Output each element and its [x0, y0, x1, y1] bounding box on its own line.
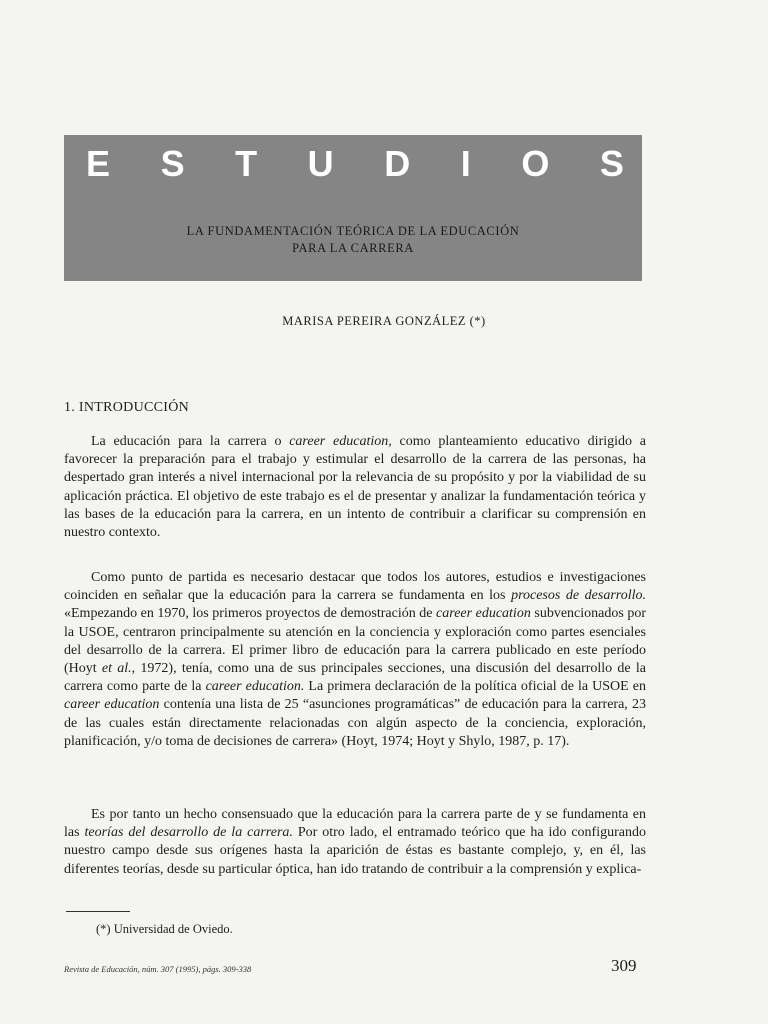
- banner-letter: S: [599, 143, 624, 184]
- body-paragraph-3: [64, 806, 646, 879]
- banner-letter: D: [384, 143, 411, 184]
- text-run: La primera declaración de la política oficial de la USOE en: [304, 679, 646, 695]
- italic-text-run: et al.: [101, 661, 132, 677]
- text-run: «Empezando en 1970, los primeros proyectos de demostración de: [64, 606, 437, 622]
- text-run: Por otro lado, el entramado teórico que ha ido configurando nuestro campo desde sus orígenes hasta la aparición de éstas es bastante complejo, y, en él, las diferentes teorías, desde su particular óptica, han ido tratando de contribuir a la comprensión y explica-: [64, 825, 646, 877]
- banner-letter: S: [160, 143, 185, 184]
- italic-text-run: career education.: [205, 679, 305, 695]
- italic-text-run: teorías del desarrollo de la carrera.: [84, 825, 293, 841]
- banner-letter: E: [86, 143, 111, 184]
- banner-letter: I: [460, 143, 471, 184]
- article-title-line-1: LA FUNDAMENTACIÓN TEÓRICA DE LA EDUCACIÓN: [186, 224, 520, 238]
- section-heading: 1. INTRODUCCIÓN: [64, 400, 190, 415]
- page-number: 309: [611, 956, 637, 975]
- italic-text-run: career education: [64, 697, 160, 713]
- text-run: contenía una lista de 25 “asunciones programáticas” de educación para la carrera, 23 de las cuales están directamente relacionadas con algún aspecto de la conciencia, exploración, planificación, y/o toma de decisiones de carrera» (Hoyt, 1974; Hoyt y Shylo, 1987, p. 17).: [64, 697, 646, 749]
- footnote: (*) Universidad de Oviedo.: [96, 922, 233, 936]
- italic-text-run: procesos de desarrollo.: [511, 588, 647, 604]
- article-title-line-2: PARA LA CARRERA: [292, 241, 414, 255]
- journal-reference: Revista de Educación, núm. 307 (1995), págs. 309-338: [64, 964, 252, 974]
- text-run: subvencionados por la USOE, centraron principalmente su atención en la conciencia y exploración como partes esenciales del desarrollo de la carrera. El primer libro de educación para la carrera publicado en este período (Hoyt: [64, 606, 646, 677]
- banner-letter: U: [307, 143, 334, 184]
- banner-title: [64, 143, 642, 185]
- section-banner: [64, 135, 642, 281]
- body-paragraph-2: [64, 569, 646, 751]
- banner-letter: O: [521, 143, 550, 184]
- text-run: , 1972), tenía, como una de sus principales secciones, una discusión del desarrollo de la carrera como parte de la: [64, 661, 646, 695]
- footnote-divider: [66, 911, 130, 912]
- body-paragraph-1: [64, 433, 646, 542]
- italic-text-run: career education,: [289, 434, 392, 449]
- italic-text-run: career education: [436, 606, 531, 622]
- text-run: Es por tanto un hecho consensuado que la educación para la carrera parte de y se fundamenta en las: [64, 807, 646, 841]
- text-run: La educación para la carrera o: [91, 434, 290, 449]
- text-run: Como punto de partida es necesario destacar que todos los autores, estudios e investigaciones coinciden en señalar que la educación para la carrera se fundamenta en los: [64, 570, 646, 604]
- text-run: como planteamiento educativo dirigido a favorecer la preparación para el trabajo y estimular el desarrollo de la carrera de las personas, ha despertado gran interés a nivel internacional por la relevancia de su propósito y por la viabilidad de su aplicación práctica. El objetivo de este trabajo es el de presentar y analizar la fundamentación teórica y las bases de la educación para la carrera, en un intento de contribuir a clarificar su comprensión en nuestro contexto.: [64, 434, 647, 541]
- author-name: MARISA PEREIRA GONZÁLEZ (*): [282, 314, 486, 328]
- banner-letter: T: [235, 143, 258, 184]
- article-title: [64, 223, 642, 257]
